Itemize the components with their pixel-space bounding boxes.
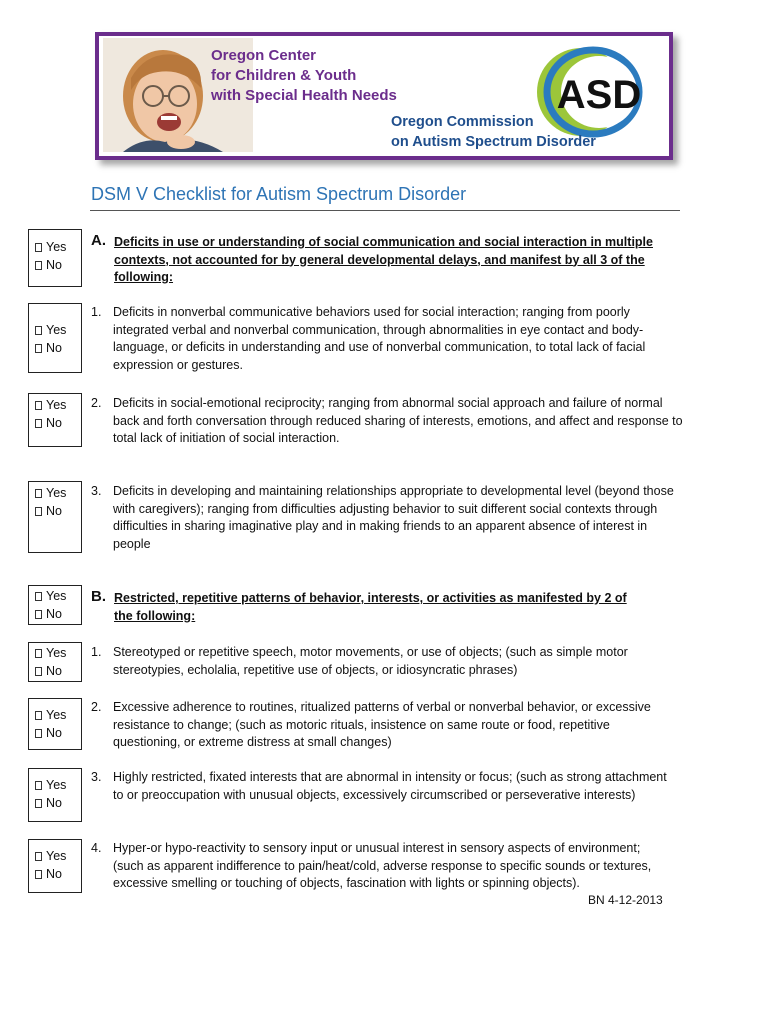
checkbox-icon[interactable] [35, 507, 42, 516]
checkbox-icon[interactable] [35, 610, 42, 619]
yes-option[interactable]: Yes [35, 587, 81, 605]
no-option[interactable]: No [35, 502, 81, 520]
document-code: BN 4-12-2013 [588, 893, 663, 907]
item-a2-text: Deficits in social-emotional reciprocity; ranging from abnormal social approach and failure of normal back and forth conversation through reduced sharing of interests, emotions, and affect and response to total lack of initiation of social interaction. [113, 396, 683, 445]
item-a3-text: Deficits in developing and maintaining relationships appropriate to developmental level (beyond those with caregivers); ranging from difficulties adjusting behavior to suit different social contexts through difficulties in sharing imaginative play and in making friends to an apparent absence of interest in people [113, 484, 674, 551]
no-option[interactable]: No [35, 605, 81, 623]
yes-no-b1 [28, 642, 82, 682]
item-a1-text: Deficits in nonverbal communicative behaviors used for social interaction; ranging from poorly integrated verbal and nonverbal communication, through abnormalities in eye contact and body-language, or deficits in understanding and use of nonverbal communication, to total lack of facial expression or gestures. [113, 305, 646, 372]
checkbox-icon[interactable] [35, 326, 42, 335]
no-option[interactable]: No [35, 865, 81, 883]
commission-name [391, 112, 661, 152]
item-b3-text: Highly restricted, fixated interests that are abnormal in intensity or focus; (such as strong attachment to or preoccupation with unusual objects, excessively circumscribed or perseverative interests) [113, 770, 667, 802]
center-name-line-3: with Special Health Needs [211, 87, 397, 104]
checkbox-icon[interactable] [35, 243, 42, 252]
yes-no-section-a [28, 229, 82, 287]
yes-no-b3 [28, 768, 82, 822]
checkbox-icon[interactable] [35, 344, 42, 353]
header-banner [95, 32, 673, 160]
item-b1-text: Stereotyped or repetitive speech, motor movements, or use of objects; (such as simple motor stereotypies, echolalia, repetitive use of objects, or idiosyncratic phrases) [113, 645, 628, 677]
no-option[interactable]: No [35, 339, 81, 357]
yes-no-b4 [28, 839, 82, 893]
no-option[interactable]: No [35, 794, 81, 812]
yes-option[interactable]: Yes [35, 644, 81, 662]
item-a3-number: 3. [91, 484, 102, 498]
yes-option[interactable]: Yes [35, 396, 81, 414]
checkbox-icon[interactable] [35, 711, 42, 720]
item-b1-number: 1. [91, 645, 102, 659]
yes-option[interactable]: Yes [35, 706, 81, 724]
yes-no-b2 [28, 698, 82, 750]
yes-option[interactable]: Yes [35, 484, 81, 502]
center-name-line-1: Oregon Center [211, 47, 317, 64]
center-name [211, 46, 441, 106]
yes-option[interactable]: Yes [35, 238, 81, 256]
item-b2-number: 2. [91, 700, 102, 714]
item-b3-number: 3. [91, 770, 102, 784]
no-option[interactable]: No [35, 662, 81, 680]
no-option[interactable]: No [35, 724, 81, 742]
checkbox-icon[interactable] [35, 419, 42, 428]
checkbox-icon[interactable] [35, 870, 42, 879]
item-b4-text: Hyper-or hypo-reactivity to sensory input or unusual interest in sensory aspects of environment; (such as apparent indifference to pain/heat/cold, adverse response to specific sounds or textures, excessive smelling or touching of objects, fascination with lights or spinning objects). [113, 841, 652, 890]
checkbox-icon[interactable] [35, 729, 42, 738]
checkbox-icon[interactable] [35, 649, 42, 658]
checkbox-icon[interactable] [35, 799, 42, 808]
checkbox-icon[interactable] [35, 667, 42, 676]
section-a-text: Deficits in use or understanding of social communication and social interaction in multiple contexts, not accounted for by general developmental delays, and manifest by all 3 of the following: [114, 235, 653, 284]
yes-no-section-b [28, 585, 82, 625]
item-b2-text: Excessive adherence to routines, ritualized patterns of verbal or nonverbal behavior, or excessive resistance to change; (such as motoric rituals, insistence on same route or food, repetitive questioning, or extreme distress at small changes) [113, 700, 651, 749]
yes-option[interactable]: Yes [35, 321, 81, 339]
checkbox-icon[interactable] [35, 592, 42, 601]
yes-option[interactable]: Yes [35, 776, 81, 794]
no-option[interactable]: No [35, 256, 81, 274]
yes-no-a1 [28, 303, 82, 373]
checkbox-icon[interactable] [35, 261, 42, 270]
section-b-letter: B. [91, 588, 106, 605]
checkbox-icon[interactable] [35, 781, 42, 790]
section-b-text: Restricted, repetitive patterns of behavior, interests, or activities as manifested by 2 of the following: [114, 591, 627, 623]
item-b4-number: 4. [91, 841, 102, 855]
yes-option[interactable]: Yes [35, 847, 81, 865]
page-title: DSM V Checklist for Autism Spectrum Disorder [91, 184, 467, 204]
checkbox-icon[interactable] [35, 489, 42, 498]
section-a-letter: A. [91, 232, 106, 249]
checkbox-icon[interactable] [35, 401, 42, 410]
commission-line-2: on Autism Spectrum Disorder [391, 134, 596, 150]
commission-line-1: Oregon Commission [391, 114, 534, 130]
asd-logo-text: ASD [556, 73, 642, 117]
center-name-line-2: for Children & Youth [211, 67, 357, 84]
checkbox-icon[interactable] [35, 852, 42, 861]
yes-no-a2 [28, 393, 82, 447]
title-divider [90, 210, 680, 211]
item-a1-number: 1. [91, 305, 102, 319]
yes-no-a3 [28, 481, 82, 553]
item-a2-number: 2. [91, 396, 102, 410]
no-option[interactable]: No [35, 414, 81, 432]
